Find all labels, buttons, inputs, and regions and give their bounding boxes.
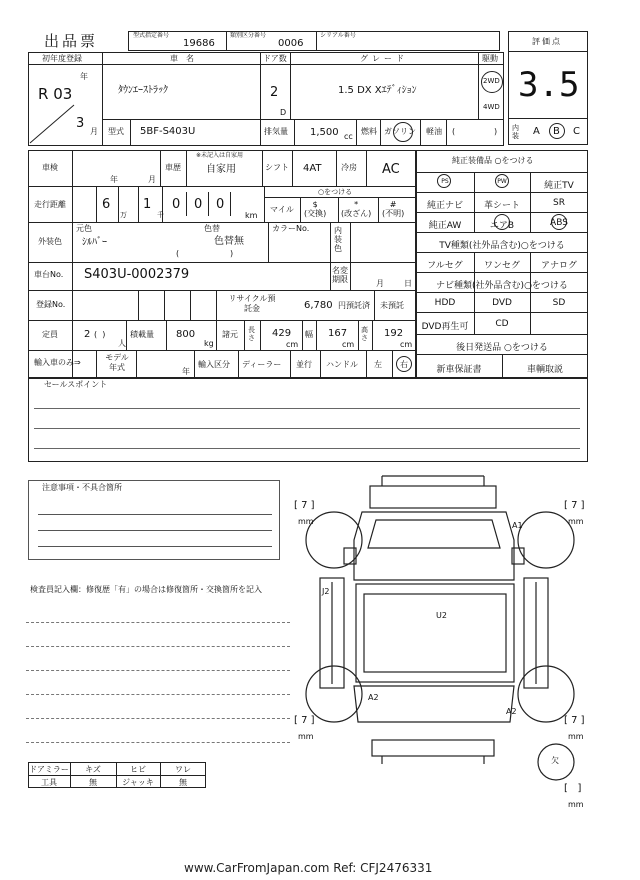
mileage-digit-3: 0 bbox=[172, 197, 181, 212]
handle-left: 左 bbox=[374, 360, 382, 369]
reibo-value: AC bbox=[382, 162, 400, 177]
sen-unit: 千 bbox=[157, 211, 164, 219]
kensa-title: 検査員記入欄：修復歴「有」の場合は修復箇所・交換箇所を記入 bbox=[30, 585, 262, 594]
grade-label: グレード bbox=[360, 54, 408, 63]
drive-label: 駆動 bbox=[482, 54, 498, 63]
tire-fl-value: [ 7 ] bbox=[294, 500, 315, 511]
footer-watermark: www.CarFromJapan.com Ref: CFJ2476331 bbox=[184, 861, 433, 875]
mark-a2-left: A2 bbox=[368, 693, 379, 702]
taka-value: 192 bbox=[384, 328, 404, 339]
serial-label: シリアル番号 bbox=[320, 32, 356, 39]
drive-4wd: 4WD bbox=[483, 103, 500, 111]
legend-h1: ドアミラー bbox=[29, 765, 69, 774]
gojitsu-title: 後日発送品 ○をつける bbox=[456, 343, 548, 353]
legend-h4: ワレ bbox=[175, 765, 191, 774]
naigai-c: C bbox=[573, 126, 580, 137]
sekisai-unit: kg bbox=[204, 339, 214, 348]
door-label: ドア数 bbox=[263, 54, 287, 63]
meter-note: ○をつける bbox=[318, 188, 353, 196]
first-reg-month: 3 bbox=[76, 116, 85, 131]
mileage-digit-2: 1 bbox=[143, 197, 152, 212]
ruibetsu-value: 0006 bbox=[278, 38, 304, 49]
legend-h2: キズ bbox=[85, 765, 101, 774]
katashiki-label: 型式指定番号 bbox=[133, 32, 170, 39]
ruibetsu-label: 類別区分番号 bbox=[230, 32, 267, 39]
naigai-a: A bbox=[533, 126, 540, 137]
handle-right: 右 bbox=[400, 360, 408, 369]
model-year-unit: 年 bbox=[182, 367, 190, 376]
dealer-option: ディーラー bbox=[242, 360, 282, 369]
meigi-label: 名変期限 bbox=[332, 266, 348, 284]
tv-title: TV種類(社外品含む)○をつける bbox=[439, 241, 565, 251]
irokae-label: 色替 bbox=[204, 224, 220, 233]
fuel-label: 燃料 bbox=[361, 127, 377, 136]
mileage-label: 走行距離 bbox=[34, 200, 66, 209]
mileage-digit-4: 0 bbox=[194, 197, 203, 212]
recycle-value: 6,780 bbox=[304, 300, 333, 311]
displacement-label: 排気量 bbox=[264, 127, 288, 136]
kake-label: 欠 bbox=[551, 756, 559, 765]
navi-title: ナビ種類(社外品含む)○をつける bbox=[436, 281, 568, 291]
meter-fumei: # (不明) bbox=[382, 200, 405, 218]
shift-label: シフト bbox=[265, 163, 289, 172]
heikou-option: 並行 bbox=[296, 360, 312, 369]
mileage-digit-5: 0 bbox=[216, 197, 225, 212]
sheet-title: 出品票 bbox=[44, 32, 99, 50]
mark-a2-right: A2 bbox=[506, 707, 517, 716]
car-name-label: 車名 bbox=[170, 54, 202, 63]
cc-unit: cc bbox=[344, 132, 353, 141]
mitaku-label: 未預託 bbox=[380, 301, 404, 310]
meter-mile: マイル bbox=[270, 205, 294, 214]
legend-v3: ジャッキ bbox=[122, 778, 154, 787]
model-label: 型式 bbox=[108, 127, 124, 136]
legend-v2: 無 bbox=[89, 778, 97, 787]
taka-label: 高さ bbox=[361, 326, 368, 342]
haba-cm: cm bbox=[342, 340, 355, 349]
naga-cm: cm bbox=[286, 340, 299, 349]
equip-aw: 純正AW bbox=[428, 221, 462, 231]
door-type: D bbox=[280, 108, 287, 117]
chui-title: 注意事項・不具合箇所 bbox=[42, 483, 122, 492]
first-reg-year: R 03 bbox=[38, 85, 73, 103]
car-name-value: ﾀｳﾝｴｰｽﾄﾗｯｸ bbox=[118, 85, 168, 96]
notes-box bbox=[28, 480, 280, 560]
recycle-suffix: 円預託済 bbox=[338, 301, 370, 310]
door-value: 2 bbox=[270, 85, 279, 100]
spare-mm: mm bbox=[568, 800, 584, 809]
sekisai-label: 積載量 bbox=[130, 330, 154, 339]
chassis-label: 車台No. bbox=[34, 270, 64, 279]
junsei-title: 純正装備品 ○をつける bbox=[452, 156, 534, 165]
equip-pw: PW bbox=[497, 178, 507, 185]
tv-analog: アナログ bbox=[540, 261, 577, 271]
first-reg-label: 初年度登録 bbox=[42, 54, 82, 63]
naisou-label: 内装色 bbox=[334, 226, 342, 253]
tire-rl-mm: mm bbox=[298, 732, 314, 741]
drive-2wd: 2WD bbox=[483, 77, 500, 85]
mark-a1: A1 bbox=[512, 521, 523, 530]
shareki-value: 自家用 bbox=[206, 164, 236, 175]
meigi-month: 月 bbox=[376, 279, 384, 288]
handle-label: ハンドル bbox=[326, 360, 358, 369]
year-unit: 年 bbox=[80, 72, 88, 81]
recycle-label: リサイクル預託金 bbox=[228, 294, 276, 313]
shift-value: 4AT bbox=[303, 163, 322, 174]
irokae-paren: ( ) bbox=[176, 249, 234, 258]
legend-v4: 無 bbox=[179, 778, 187, 787]
equip-tv: 純正TV bbox=[544, 181, 574, 191]
displacement-value: 1,500 bbox=[310, 127, 339, 138]
gaisou-label: 外装色 bbox=[38, 237, 62, 246]
tire-fr-value: [ 7 ] bbox=[564, 500, 585, 511]
tire-rr-mm: mm bbox=[568, 732, 584, 741]
shareki-note: ※未記入は自家用 bbox=[196, 152, 244, 159]
shareki-label: 車歴 bbox=[165, 163, 181, 172]
gojitsu-manual: 車輌取説 bbox=[526, 365, 563, 375]
keiyu-label: 軽油 bbox=[426, 127, 442, 136]
shaken-label: 車検 bbox=[42, 163, 58, 172]
naga-value: 429 bbox=[272, 328, 292, 339]
equip-abs: ABS bbox=[550, 218, 568, 228]
taka-cm: cm bbox=[400, 340, 413, 349]
tv-fullseg: フルセグ bbox=[427, 261, 463, 271]
color-no-label: カラーNo. bbox=[272, 224, 310, 233]
motoiro-label: 元色 bbox=[76, 224, 92, 233]
touroku-label: 登録No. bbox=[36, 300, 66, 309]
teiin-label: 定員 bbox=[42, 330, 58, 339]
month-unit: 月 bbox=[90, 127, 98, 136]
meter-koukan: $ (交換) bbox=[304, 200, 327, 218]
naga-label: 長さ bbox=[248, 326, 255, 342]
score-value: 3.5 bbox=[518, 65, 580, 105]
mileage-digit-1: 6 bbox=[102, 197, 111, 212]
navi-sd: SD bbox=[552, 298, 566, 308]
navi-dvdplay: DVD再生可 bbox=[421, 322, 469, 332]
motoiro-value: ｼﾙﾊﾞｰ bbox=[82, 237, 107, 248]
fuel-value: ガソリン bbox=[384, 127, 416, 136]
equip-ps: PS bbox=[441, 178, 449, 185]
tire-rr-value: [ 7 ] bbox=[564, 715, 585, 726]
man-unit: 万 bbox=[120, 211, 127, 219]
mark-j2: J2 bbox=[322, 587, 330, 596]
chassis-value: S403U-0002379 bbox=[84, 267, 190, 282]
shaken-month-unit: 月 bbox=[148, 175, 156, 184]
model-value: 5BF-S403U bbox=[140, 126, 196, 137]
haba-value: 167 bbox=[328, 328, 348, 339]
yunyu-label: 輸入車のみ⇒ bbox=[34, 358, 81, 367]
navi-dvd: DVD bbox=[492, 298, 512, 308]
teiin-value: 2 bbox=[84, 329, 91, 340]
legend-v1: 工具 bbox=[41, 778, 57, 787]
equip-airbag: エアB bbox=[489, 221, 515, 231]
tire-fl-mm: mm bbox=[298, 517, 314, 526]
shoken-label: 諸元 bbox=[222, 330, 238, 339]
haba-label: 幅 bbox=[305, 330, 313, 339]
hyoka-label: 評価点 bbox=[532, 37, 562, 46]
gojitsu-warranty: 新車保証書 bbox=[436, 365, 482, 375]
navi-hdd: HDD bbox=[434, 298, 456, 308]
mark-u2: U2 bbox=[436, 611, 447, 620]
sekisai-value: 800 bbox=[176, 329, 196, 340]
katashiki-value: 19686 bbox=[183, 38, 215, 49]
navi-cd: CD bbox=[495, 319, 509, 329]
km-unit: km bbox=[245, 211, 258, 220]
naigai-b: B bbox=[553, 126, 560, 137]
reibo-label: 冷房 bbox=[341, 163, 357, 172]
grade-value: 1.5 DX Xｴﾃﾞｨｼｮﾝ bbox=[338, 85, 417, 96]
irokae-value: 色替無 bbox=[214, 236, 244, 247]
teiin-unit: 人 bbox=[118, 339, 126, 348]
equip-leather: 革シート bbox=[483, 201, 520, 211]
sales-point-box bbox=[28, 378, 588, 462]
equip-sr: SR bbox=[553, 198, 565, 208]
legend-h3: ヒビ bbox=[130, 765, 146, 774]
spare-bracket: [ ] bbox=[564, 783, 582, 794]
equip-navi: 純正ナビ bbox=[426, 201, 463, 211]
tire-rl-value: [ 7 ] bbox=[294, 715, 315, 726]
tire-fr-mm: mm bbox=[568, 517, 584, 526]
yunyu-kubun-label: 輸入区分 bbox=[198, 360, 230, 369]
meter-kaizan: * (改ざん) bbox=[341, 200, 372, 218]
naigai-label: 内装 bbox=[512, 124, 519, 140]
meigi-day: 日 bbox=[404, 279, 412, 288]
shaken-year-unit: 年 bbox=[110, 175, 118, 184]
sales-title: セールスポイント bbox=[44, 380, 108, 389]
tv-oneseg: ワンセグ bbox=[483, 261, 520, 271]
model-year-label: モデル年式 bbox=[105, 353, 129, 372]
